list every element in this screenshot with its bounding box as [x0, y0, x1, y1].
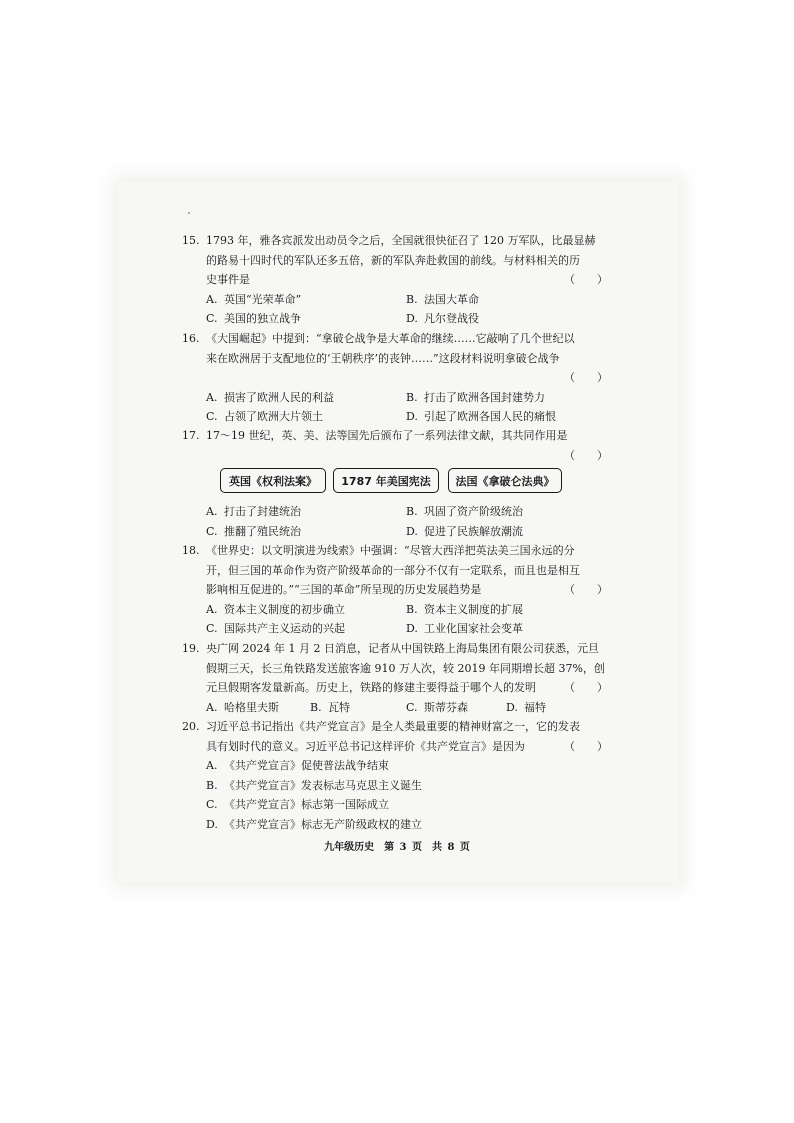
option-c[interactable]: C. 美国的独立战争	[206, 312, 301, 325]
answer-bracket[interactable]: （ ）	[564, 739, 608, 753]
options-row	[182, 309, 622, 329]
question-16	[182, 329, 622, 427]
options-row	[182, 776, 622, 796]
options-row	[182, 388, 622, 408]
question-number: 17.	[182, 429, 200, 442]
question-number: 18.	[182, 544, 200, 557]
question-text-line: 的路易十四时代的军队还多五倍，新的军队奔赴救国的前线。与材料相关的历	[206, 253, 580, 267]
answer-bracket[interactable]: （ ）	[564, 448, 608, 462]
document-box-bill-of-rights: 英国《权利法案》	[220, 468, 326, 493]
question-text-line: 17～19 世纪，英、美、法等国先后颁布了一系列法律文献，其共同作用是	[206, 429, 568, 442]
options-row	[182, 815, 622, 835]
option-c[interactable]: C. 斯蒂芬森	[406, 700, 468, 714]
question-17-options	[182, 502, 622, 541]
option-d[interactable]: D. 凡尔登战役	[406, 312, 479, 325]
option-a[interactable]: A. 打击了封建统治	[206, 505, 301, 518]
option-a[interactable]: A. 英国“光荣革命”	[206, 292, 302, 306]
option-b[interactable]: B. 资本主义制度的扩展	[406, 602, 523, 616]
question-text-line: 央广网 2024 年 1 月 2 日消息，记者从中国铁路上海局集团有限公司获悉，元旦	[206, 642, 599, 655]
question-text-line: 开，但三国的革命作为资产阶级革命的一部分不仅有一定联系，而且也是相互	[206, 563, 580, 577]
question-text-line: 《大国崛起》中提到：“拿破仑战争是大革命的继续……它敲响了几个世纪以	[206, 332, 575, 345]
question-text-line: 1793 年，雅各宾派发出动员令之后，全国就很快征召了 120 万军队，比最显赫	[206, 234, 596, 247]
option-c[interactable]: C. 《共产党宣言》标志第一国际成立	[206, 798, 389, 811]
option-a[interactable]: A. 资本主义制度的初步确立	[206, 602, 345, 616]
question-text-line: 具有划时代的意义。习近平总书记这样评价《共产党宣言》是因为	[206, 739, 525, 753]
option-c[interactable]: C. 占领了欧洲大片领土	[206, 410, 323, 423]
options-row	[182, 502, 622, 522]
option-d[interactable]: D. 引起了欧洲各国人民的痛恨	[406, 410, 556, 423]
scan-speck	[188, 212, 190, 214]
question-text-line: 《世界史：以文明演进为线索》中强调：“尽管大西洋把英法美三国永远的分	[206, 544, 575, 557]
option-a[interactable]: A. 损害了欧洲人民的利益	[206, 390, 334, 404]
options-row	[182, 619, 622, 639]
option-d[interactable]: D. 《共产党宣言》标志无产阶级政权的建立	[206, 817, 422, 831]
option-b[interactable]: B. 瓦特	[310, 700, 350, 714]
options-row	[182, 698, 622, 718]
page-footer: 九年级历史 第 3 页 共 8 页	[324, 842, 470, 853]
option-b[interactable]: B. 《共产党宣言》发表标志马克思主义诞生	[206, 778, 422, 792]
question-number: 15.	[182, 234, 200, 247]
question-number: 19.	[182, 642, 200, 655]
document-box-napoleonic-code: 法国《拿破仑法典》	[448, 468, 562, 493]
option-c[interactable]: C. 国际共产主义运动的兴起	[206, 622, 345, 635]
question-text-line: 史事件是	[206, 273, 250, 286]
question-17	[182, 426, 622, 465]
answer-bracket[interactable]: （ ）	[564, 273, 608, 286]
option-b[interactable]: B. 巩固了资产阶级统治	[406, 505, 523, 518]
option-a[interactable]: A. 《共产党宣言》促使普法战争结束	[206, 759, 389, 772]
options-row	[182, 522, 622, 542]
question-text-line: 习近平总书记指出《共产党宣言》是全人类最重要的精神财富之一，它的发表	[206, 720, 580, 733]
option-d[interactable]: D. 促进了民族解放潮流	[406, 524, 523, 538]
answer-bracket[interactable]: （ ）	[564, 681, 608, 694]
question-number: 20.	[182, 720, 200, 733]
answer-bracket[interactable]: （ ）	[564, 371, 608, 384]
document-box-us-constitution: 1787 年美国宪法	[333, 468, 439, 493]
options-row	[182, 795, 622, 815]
option-c[interactable]: C. 推翻了殖民统治	[206, 524, 301, 538]
option-b[interactable]: B. 打击了欧洲各国封建势力	[406, 390, 545, 404]
option-d[interactable]: D. 福特	[506, 700, 546, 714]
options-row	[182, 600, 622, 620]
question-20	[182, 717, 622, 834]
question-text-line: 来在欧洲居于支配地位的‘王朝秩序’的丧钟……”这段材料说明拿破仑战争	[206, 351, 560, 365]
question-number: 16.	[182, 332, 200, 345]
question-19	[182, 639, 622, 717]
question-text-line: 元旦假期客发量新高。历史上，铁路的修建主要得益于哪个人的发明	[206, 681, 536, 694]
options-row	[182, 290, 622, 310]
option-d[interactable]: D. 工业化国家社会变革	[406, 622, 523, 635]
options-row	[182, 756, 622, 776]
options-row	[182, 407, 622, 427]
answer-bracket[interactable]: （ ）	[564, 583, 608, 596]
question-18	[182, 541, 622, 639]
question-text-line: 假期三天，长三角铁路发送旅客逾 910 万人次，较 2019 年同期增长超 37%，创	[206, 661, 605, 675]
option-a[interactable]: A. 哈格里夫斯	[206, 700, 279, 714]
question-15	[182, 231, 622, 329]
option-b[interactable]: B. 法国大革命	[406, 292, 479, 306]
question-text-line: 影响相互促进的。”“三国的革命”所呈现的历史发展趋势是	[206, 583, 482, 596]
